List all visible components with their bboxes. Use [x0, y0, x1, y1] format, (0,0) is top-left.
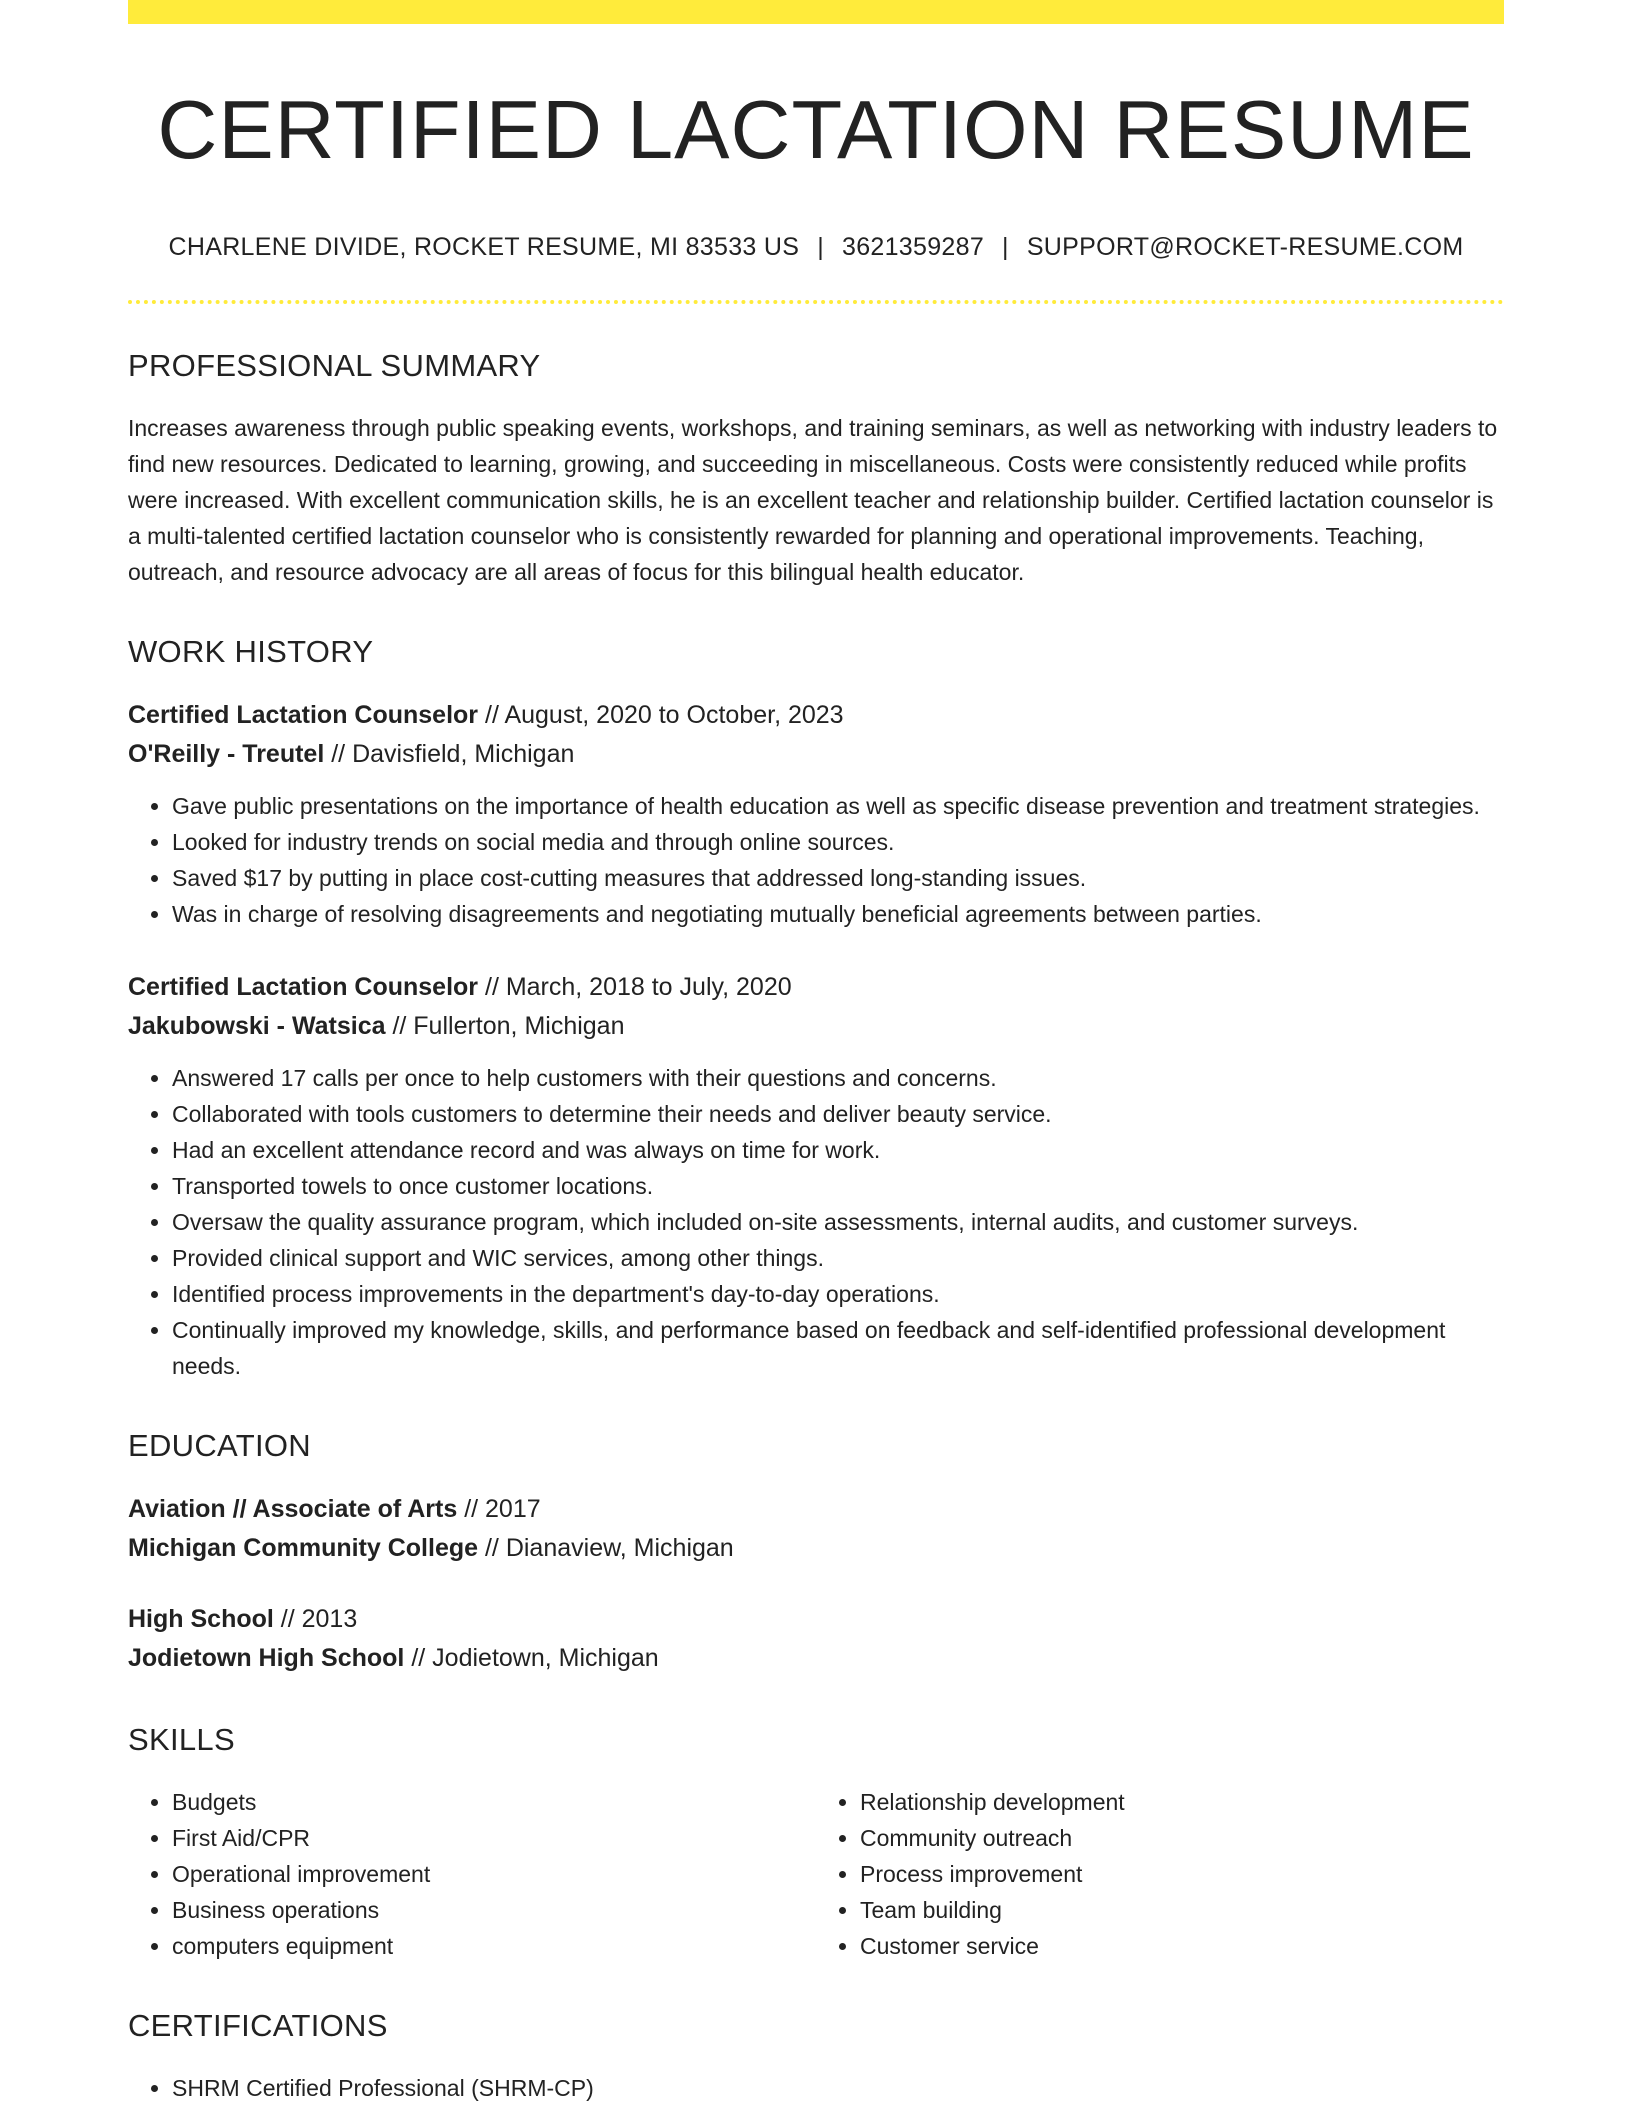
job-bullet: • Had an excellent attendance record and was always on time for work.	[172, 1132, 1504, 1168]
job-title: Certified Lactation Counselor	[128, 701, 479, 730]
accent-top-bar	[128, 0, 1504, 24]
education-degree-line	[128, 1490, 1504, 1529]
job-title-line	[128, 696, 1504, 735]
contact-separator: |	[1002, 233, 1009, 262]
skill-item: • computers equipment	[172, 1928, 816, 1964]
certifications-heading: CERTIFICATIONS	[128, 2008, 388, 2044]
education-school-line	[128, 1639, 1504, 1678]
contact-email: SUPPORT@ROCKET-RESUME.COM	[1026, 233, 1464, 262]
work-history-list	[128, 696, 1504, 1384]
job-entry	[128, 968, 1504, 1384]
education-location: // Dianaview, Michigan	[478, 1534, 734, 1563]
contact-line	[128, 233, 1504, 262]
education-year: // 2013	[273, 1605, 358, 1634]
education-degree-line	[128, 1600, 1504, 1639]
job-company-line	[128, 735, 1504, 774]
education-heading: EDUCATION	[128, 1428, 311, 1464]
skill-item: • Team building	[860, 1892, 1504, 1928]
summary-heading: PROFESSIONAL SUMMARY	[128, 348, 541, 384]
job-bullet: • Answered 17 calls per once to help customers with their questions and concerns.	[172, 1060, 1504, 1096]
skill-item: • Relationship development	[860, 1784, 1504, 1820]
skill-item: • Business operations	[172, 1892, 816, 1928]
job-bullet: • Was in charge of resolving disagreements and negotiating mutually beneficial agreements between parties.	[172, 896, 1504, 932]
job-title-line	[128, 968, 1504, 1007]
job-company: O'Reilly - Treutel	[128, 740, 325, 769]
summary-text: Increases awareness through public speaking events, workshops, and training seminars, as well as networking with industry leaders to find new resources. Dedicated to learning, growing, and succeeding in miscellaneous. Costs were consistently reduced while profits were increased. With excellent communication skills, he is an excellent teacher and relationship builder. Certified lactation counselor is a multi-talented certified lactation counselor who is consistently rewarded for planning and operational improvements. Teaching, outreach, and resource advocacy are all areas of focus for this bilingual health educator.	[128, 415, 1498, 586]
job-company: Jakubowski - Watsica	[128, 1012, 386, 1041]
job-entry	[128, 696, 1504, 932]
resume-title: CERTIFIED LACTATION RESUME	[157, 83, 1475, 176]
skill-item: • Budgets	[172, 1784, 816, 1820]
skill-item: • First Aid/CPR	[172, 1820, 816, 1856]
job-bullet: • Transported towels to once customer locations.	[172, 1168, 1504, 1204]
education-degree: High School	[128, 1605, 274, 1634]
contact-phone: 3621359287	[841, 233, 985, 262]
education-location: // Jodietown, Michigan	[404, 1644, 659, 1673]
skill-item: • Process improvement	[860, 1856, 1504, 1892]
education-year: // 2017	[457, 1495, 541, 1524]
education-school: Jodietown High School	[128, 1644, 405, 1673]
skills-right-column	[816, 1784, 1504, 1964]
job-bullet: • Oversaw the quality assurance program, which included on-site assessments, internal audits, and customer surveys.	[172, 1204, 1504, 1240]
education-entry	[128, 1600, 1504, 1678]
education-school-line	[128, 1529, 1504, 1568]
job-bullet: • Collaborated with tools customers to determine their needs and deliver beauty service.	[172, 1096, 1504, 1132]
certification-item: • SHRM Certified Professional (SHRM-CP)	[172, 2070, 1504, 2106]
job-bullet: • Provided clinical support and WIC services, among other things.	[172, 1240, 1504, 1276]
certifications-list	[128, 2070, 1504, 2106]
skill-item: • Community outreach	[860, 1820, 1504, 1856]
contact-separator: |	[817, 233, 824, 262]
job-bullets	[128, 788, 1504, 932]
job-bullet: • Looked for industry trends on social media and through online sources.	[172, 824, 1504, 860]
education-degree: Aviation // Associate of Arts	[128, 1495, 458, 1524]
job-title: Certified Lactation Counselor	[128, 973, 479, 1002]
education-school: Michigan Community College	[128, 1534, 479, 1563]
skill-item: • Operational improvement	[172, 1856, 816, 1892]
skills-columns	[128, 1784, 1504, 1964]
job-dates: // March, 2018 to July, 2020	[478, 973, 792, 1002]
job-bullet: • Identified process improvements in the department's day-to-day operations.	[172, 1276, 1504, 1312]
job-bullet: • Saved $17 by putting in place cost-cutting measures that addressed long-standing issues.	[172, 860, 1504, 896]
education-entry	[128, 1490, 1504, 1568]
work-history-heading: WORK HISTORY	[128, 634, 374, 670]
job-location: // Fullerton, Michigan	[385, 1012, 625, 1041]
dotted-divider	[128, 300, 1504, 304]
job-company-line	[128, 1007, 1504, 1046]
job-bullet: • Gave public presentations on the importance of health education as well as specific disease prevention and treatment strategies.	[172, 788, 1504, 824]
contact-address: CHARLENE DIVIDE, ROCKET RESUME, MI 83533 US	[168, 233, 800, 262]
skills-left-column	[128, 1784, 816, 1964]
job-dates: // August, 2020 to October, 2023	[478, 701, 844, 730]
job-bullets	[128, 1060, 1504, 1384]
job-bullet: • Continually improved my knowledge, skills, and performance based on feedback and self-identified professional development needs.	[172, 1312, 1504, 1384]
skill-item: • Customer service	[860, 1928, 1504, 1964]
education-list	[128, 1490, 1504, 1678]
skills-heading: SKILLS	[128, 1722, 235, 1758]
job-location: // Davisfield, Michigan	[324, 740, 575, 769]
